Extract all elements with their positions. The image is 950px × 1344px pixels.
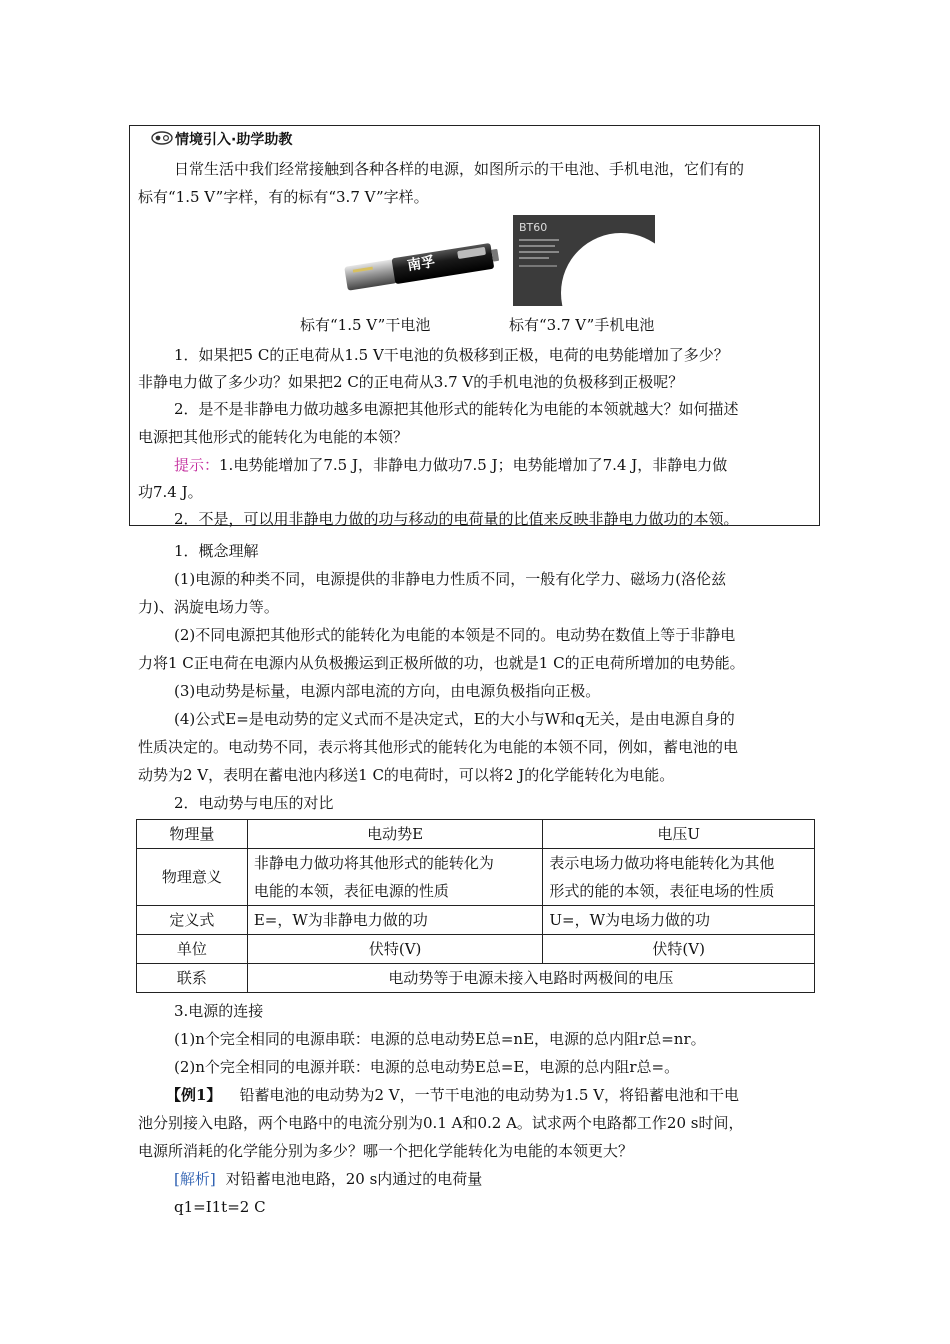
table-header: 物理量 (137, 820, 248, 849)
table-cell-line: 电能的本领，表征电源的性质 (253, 882, 449, 900)
question-1-line-2: 非静电力做了多少功？如果把2 C的正电荷从3.7 V的手机电池的负极移到正极呢？ (138, 373, 684, 391)
analysis-label: [解析] (174, 1170, 216, 1188)
table-row (137, 906, 815, 935)
concept-p4-line-2: 性质决定的。电动势不同，表示将其他形式的能转化为电能的本领不同，例如，蓄电池的电 (138, 738, 739, 756)
analysis-text: 对铅蓄电池电路，20 s内通过的电荷量 (225, 1170, 483, 1188)
example-line-1 (166, 1085, 739, 1105)
concept-p4-line-1: (4)公式E=是电动势的定义式而不是决定式，E的大小与W和q无关，是由电源自身的 (174, 710, 735, 728)
emf-voltage-table (136, 819, 815, 993)
table-row (137, 935, 815, 964)
intro-line-1: 日常生活中我们经常接触到各种各样的电源，如图所示的干电池、手机电池，它们有的 (174, 160, 745, 178)
table-cell-line: 非静电力做功将其他形式的能转化为 (253, 854, 494, 872)
table-cell: 定义式 (137, 906, 248, 935)
hint-label: 提示： (174, 456, 220, 474)
example-text: 铅蓄电池的电动势为2 V，一节干电池的电动势为1.5 V，将铅蓄电池和干电 (239, 1086, 740, 1104)
table-cell: 伏特(V) (543, 935, 815, 964)
answer-1-line-1 (174, 455, 727, 475)
battery-brand: 南孚 (406, 253, 437, 275)
scenario-icon (150, 130, 174, 150)
concept-p1-line-2: 力)、涡旋电场力等。 (138, 598, 279, 616)
table-row (137, 849, 815, 906)
connect-heading: 3.电源的连接 (174, 1002, 264, 1020)
phone-battery-image (513, 215, 655, 306)
table-cell: 物理意义 (137, 849, 248, 906)
aa-battery-image (339, 241, 503, 295)
answer-2: 2．不是，可以用非静电力做的功与移动的电荷量的比值来反映非静电力做功的本领。 (174, 510, 739, 528)
concept-p1-line-1: (1)电源的种类不同，电源提供的非静电力性质不同，一般有化学力、磁场力(洛伦兹 (174, 570, 727, 588)
answer-1-line-2: 功7.4 J。 (138, 483, 203, 501)
table-cell: 伏特(V) (247, 935, 543, 964)
table-row (137, 964, 815, 993)
table-cell-line: 形式的能的本领，表征电场的性质 (549, 882, 775, 900)
question-2-line-1: 2．是不是非静电力做功越多电源把其他形式的能转化为电能的本领就越大？如何描述 (174, 400, 739, 418)
intro-line-2: 标有“1.5 V”字样，有的标有“3.7 V”字样。 (138, 188, 429, 206)
table-header: 电动势E (247, 820, 543, 849)
example-line-3: 电源所消耗的化学能分别为多少？哪一个把化学能转化为电能的本领更大？ (138, 1142, 634, 1160)
connect-parallel: (2)n个完全相同的电源并联：电源的总电动势E总=E，电源的总内阻r总=。 (174, 1058, 680, 1076)
question-1-line-1: 1．如果把5 C的正电荷从1.5 V干电池的负极移到正极，电荷的电势能增加了多少？ (174, 346, 729, 364)
table-header-row (137, 820, 815, 849)
example-label: 【例1】 (166, 1086, 222, 1104)
formula-q1: q1=I1t=2 C (174, 1198, 266, 1216)
table-cell: 联系 (137, 964, 248, 993)
table-cell: U=，W为电场力做的功 (543, 906, 815, 935)
example-line-2: 池分别接入电路，两个电路中的电流分别为0.1 A和0.2 A。试求两个电路都工作20 s时间， (138, 1114, 744, 1132)
scenario-title: 情境引入·助学助教 (175, 132, 293, 148)
caption-aa-battery: 标有“1.5 V”干电池 (300, 316, 431, 334)
phone-battery-model: BT60 (519, 221, 548, 234)
caption-phone-battery: 标有“3.7 V”手机电池 (509, 316, 655, 334)
table-cell: 电动势等于电源未接入电路时两极间的电压 (247, 964, 814, 993)
answer-1-text: 1.电势能增加了7.5 J，非静电力做功7.5 J；电势能增加了7.4 J，非静电力做 (219, 456, 728, 474)
table-cell: 单位 (137, 935, 248, 964)
compare-heading: 2．电动势与电压的对比 (174, 794, 334, 812)
table-cell (543, 849, 815, 906)
concept-p2-line-2: 力将1 C正电荷在电源内从负极搬运到正极所做的功，也就是1 C的正电荷所增加的电势能。 (138, 654, 745, 672)
connect-series: (1)n个完全相同的电源串联：电源的总电动势E总=nE，电源的总内阻r总=nr。 (174, 1030, 706, 1048)
concept-heading: 1．概念理解 (174, 542, 259, 560)
concept-p3: (3)电动势是标量，电源内部电流的方向，由电源负极指向正极。 (174, 682, 601, 700)
question-2-line-2: 电源把其他形式的能转化为电能的本领？ (138, 428, 409, 446)
concept-p4-line-3: 动势为2 V，表明在蓄电池内移送1 C的电荷时，可以将2 J的化学能转化为电能。 (138, 766, 675, 784)
table-header: 电压U (543, 820, 815, 849)
table-cell (247, 849, 543, 906)
concept-p2-line-1: (2)不同电源把其他形式的能转化为电能的本领是不同的。电动势在数值上等于非静电 (174, 626, 736, 644)
analysis-line (174, 1169, 482, 1189)
table-cell-line: 表示电场力做功将电能转化为其他 (549, 854, 775, 872)
table-cell: E=，W为非静电力做的功 (247, 906, 543, 935)
